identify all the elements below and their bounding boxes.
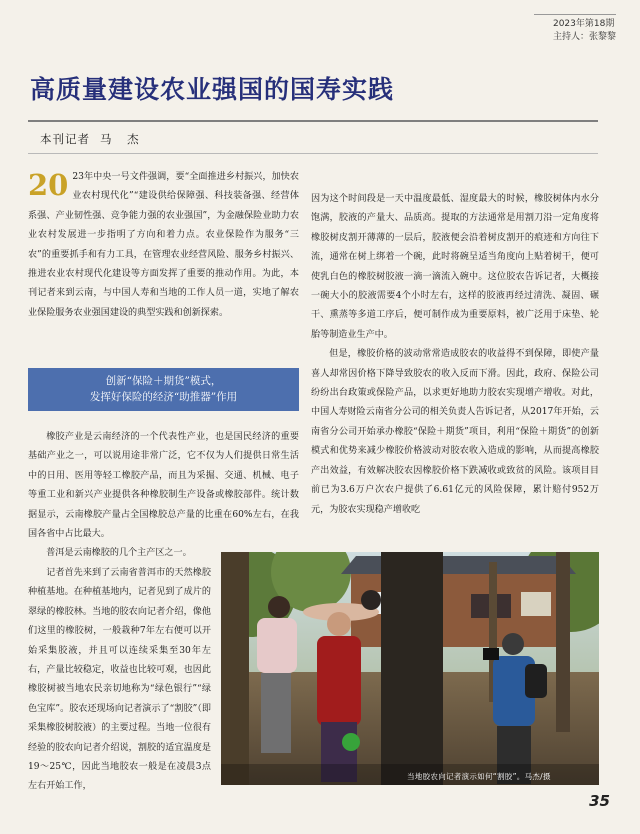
host-name: 主持人：张黎黎 xyxy=(552,32,616,42)
intro-paragraph xyxy=(28,168,299,323)
photo-caption: 当地胶农向记者演示如何“割胶”。马杰/摄 xyxy=(407,772,551,781)
byline-divider xyxy=(28,153,598,154)
paragraph-price-volatility: 但是，橡胶价格的波动常常造成胶农的收益得不到保障，即使产量喜人却常因价格下降导致胶农的收入反而下滑。因此，政府、保险公司纷纷出台政策或保险产品，以求更好地助力胶农实现增产增收。对此，中国人寿财险云南省分公司的相关负责人告诉记者，从2017年开始，云南省分公司开始承办橡胶“保险＋期货”项目，利用“保险＋期货”的创新模式和优势来减少橡胶价格波动对胶农收入造成的影响，从而提高橡胶产出效益，有效解决胶农因橡胶价格下跌减收或致贫的风险。该项目目前已为3.6万户次农户提供了6.61亿元的风险保障，累计赔付952万元，为胶农实现稳产增收吃 xyxy=(311,349,599,515)
paragraph-rubber-industry: 橡胶产业是云南经济的一个代表性产业，也是国民经济的重要基础产业之一，可以说用途非常广泛，它不仅为人们提供日常生活中的日用、医用等轻工橡胶产品，而且为采掘、交通、机械、电子等重工业和新兴产业提供各种橡胶制生产设备或橡胶部件。统计数据显示，云南橡胶产量占全国橡胶总产量的比重在60%左右，在我国各省中占比最大。 xyxy=(28,432,299,540)
paragraph-puer: 普洱是云南橡胶的几个主产区之一。 xyxy=(46,548,192,559)
right-column-body xyxy=(311,190,599,520)
photo-illustration xyxy=(221,552,599,785)
left-column-narrow xyxy=(28,564,211,797)
byline-label: 本刊记者 xyxy=(40,132,90,146)
subheading-line-1: 创新“保险＋期货”模式， xyxy=(105,375,222,387)
title-divider xyxy=(28,120,598,122)
issue-header xyxy=(553,18,616,44)
issue-number: 2023年第18期 xyxy=(552,19,615,29)
subheading-line-2: 发挥好保险的经济“助推器”作用 xyxy=(89,391,238,403)
header-rule xyxy=(534,14,616,15)
drop-cap: 20 xyxy=(28,168,69,202)
byline xyxy=(40,131,145,147)
intro-block xyxy=(28,168,299,323)
byline-name: 马 杰 xyxy=(100,132,145,146)
article-title: 高质量建设农业强国的国寿实践 xyxy=(30,75,395,104)
rubber-tapping-photo xyxy=(221,552,599,785)
page-number: 35 xyxy=(589,792,610,810)
left-column-body xyxy=(28,428,299,564)
paragraph-plantation: 记者首先来到了云南省普洱市的天然橡胶种植基地。在种植基地内，记者见到了成片的翠绿的橡胶林。当地的胶农向记者介绍，像他们这里的橡胶树，一般栽种7年左右便可以开始采集胶液，并且可以连续采集至30年左右，产量比较稳定，收益也比较可观，也因此橡胶树被当地农民亲切地称为“绿色银行”“绿色宝库”。胶农还现场向记者演示了“割胶”（即采集橡胶树胶液）的主要过程。当地一位很有经验的胶农向记者介绍说，割胶的适宜温度是19～25℃，因此当地胶农一般是在凌晨3点左右开始工作， xyxy=(28,568,211,792)
paragraph-tapping-method: 因为这个时间段是一天中温度最低、湿度最大的时候，橡胶树体内水分饱满，胶液的产量大、品质高。提取的方法通常是用割刀沿一定角度将橡胶树皮割开薄薄的一层后，胶液便会沿着树皮割开的痕迹和方向往下流，通常在树上绑着一个碗，此时将碗呈适当角度向上贴着树干，便可使乳白色的橡胶树胶液一滴一滴流入碗中。这位胶农告诉记者，大概接一碗大小的胶液需要4个小时左右，这样的胶液再经过清洗、凝固、碾干、熏蒸等多道工序后，便可制作成为重要原料，被广泛用于床垫、轮胎等制造业生产中。 xyxy=(311,194,599,340)
intro-text: 23年中央一号文件强调，要“全面推进乡村振兴，加快农业农村现代化”“建设供给保障强、科技装备强、经营体系强、产业韧性强、竞争能力强的农业强国”，为金融保险业助力农业农村发展进一步指明了方向和着力点。农业保险作为服务“三农”的重要抓手和有力工具，在管理农业经营风险、服务乡村振兴、推进农业农村现代化建设等方面发挥了重要的推动作用。为此，本刊记者来到云南，与中国人寿和当地的工作人员一道，实地了解农业保险服务农业强国建设的典型实践和创新探索。 xyxy=(28,172,299,318)
section-subheading xyxy=(28,368,299,411)
